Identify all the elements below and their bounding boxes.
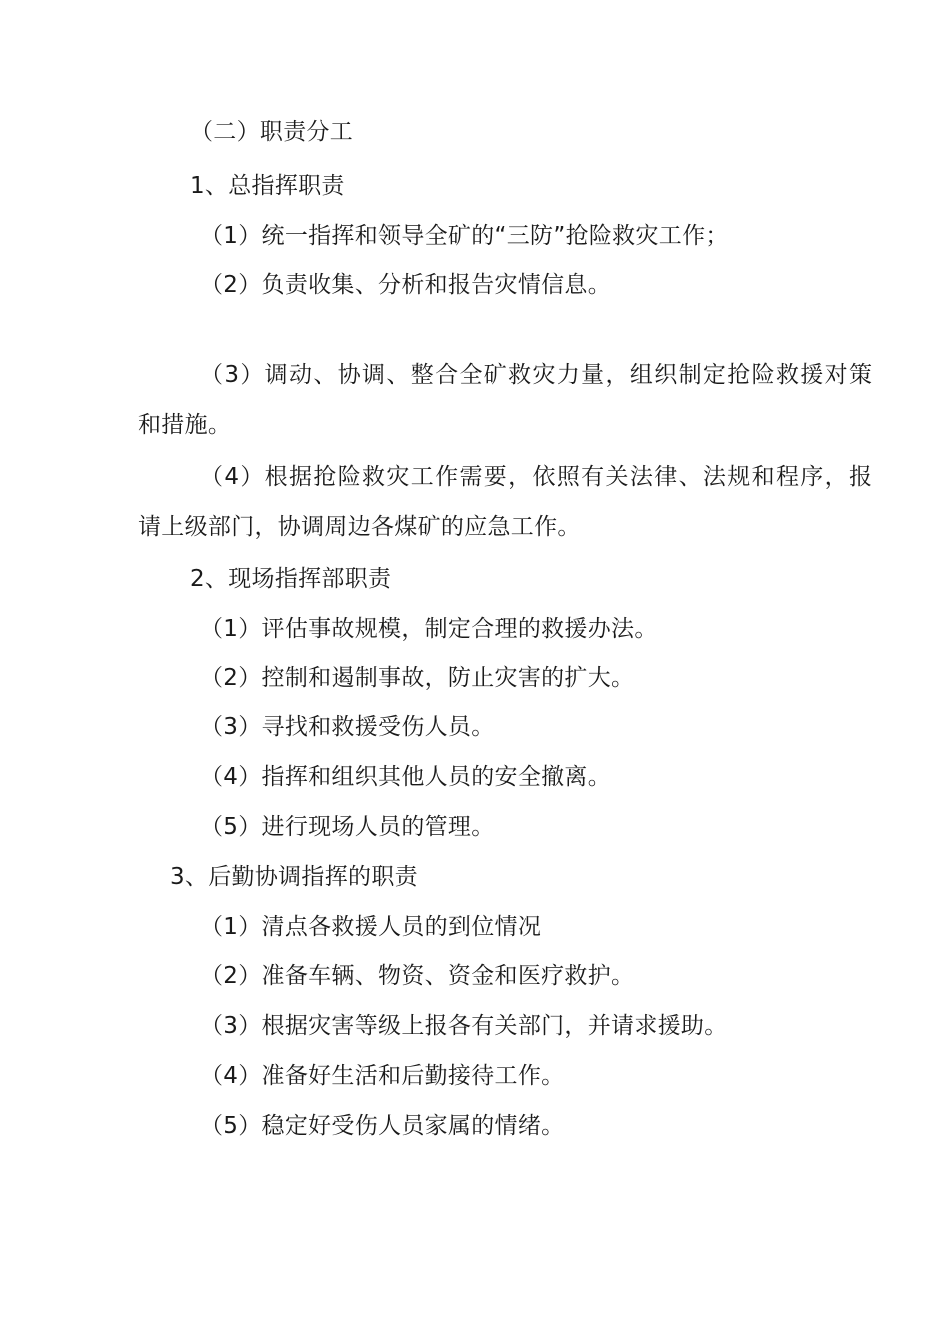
subsection-heading-commander: 1、总指挥职责 [190,173,345,199]
paragraph-line: （4）根据抢险救灾工作需要，依照有关法律、法规和程序，报 [200,464,872,490]
paragraph-line: （5）进行现场人员的管理。 [200,814,495,840]
paragraph-line: （3）调动、协调、整合全矿救灾力量，组织制定抢险救援对策 [200,362,872,388]
paragraph-line: （2）负责收集、分析和报告灾情信息。 [200,272,612,298]
paragraph-line: （4）准备好生活和后勤接待工作。 [200,1063,565,1089]
paragraph-line: （2）准备车辆、物资、资金和医疗救护。 [200,963,635,989]
paragraph-line: （1）清点各救援人员的到位情况 [200,914,542,940]
paragraph-line: （2）控制和遏制事故，防止灾害的扩大。 [200,665,635,691]
paragraph-line: 请上级部门，协调周边各煤矿的应急工作。 [138,514,581,540]
paragraph-line: （5）稳定好受伤人员家属的情绪。 [200,1113,565,1139]
paragraph-line: （1）评估事故规模，制定合理的救援办法。 [200,616,658,642]
section-heading: （二）职责分工 [190,119,354,145]
paragraph-line: （1）统一指挥和领导全矿的“三防”抢险救灾工作； [200,223,729,249]
paragraph-line: （4）指挥和组织其他人员的安全撤离。 [200,764,612,790]
subsection-heading-onsite: 2、现场指挥部职责 [190,566,392,592]
subsection-heading-logistics: 3、后勤协调指挥的职责 [170,864,418,890]
paragraph-line: （3）寻找和救援受伤人员。 [200,714,495,740]
paragraph-line: （3）根据灾害等级上报各有关部门，并请求援助。 [200,1013,728,1039]
paragraph-line: 和措施。 [138,412,232,438]
